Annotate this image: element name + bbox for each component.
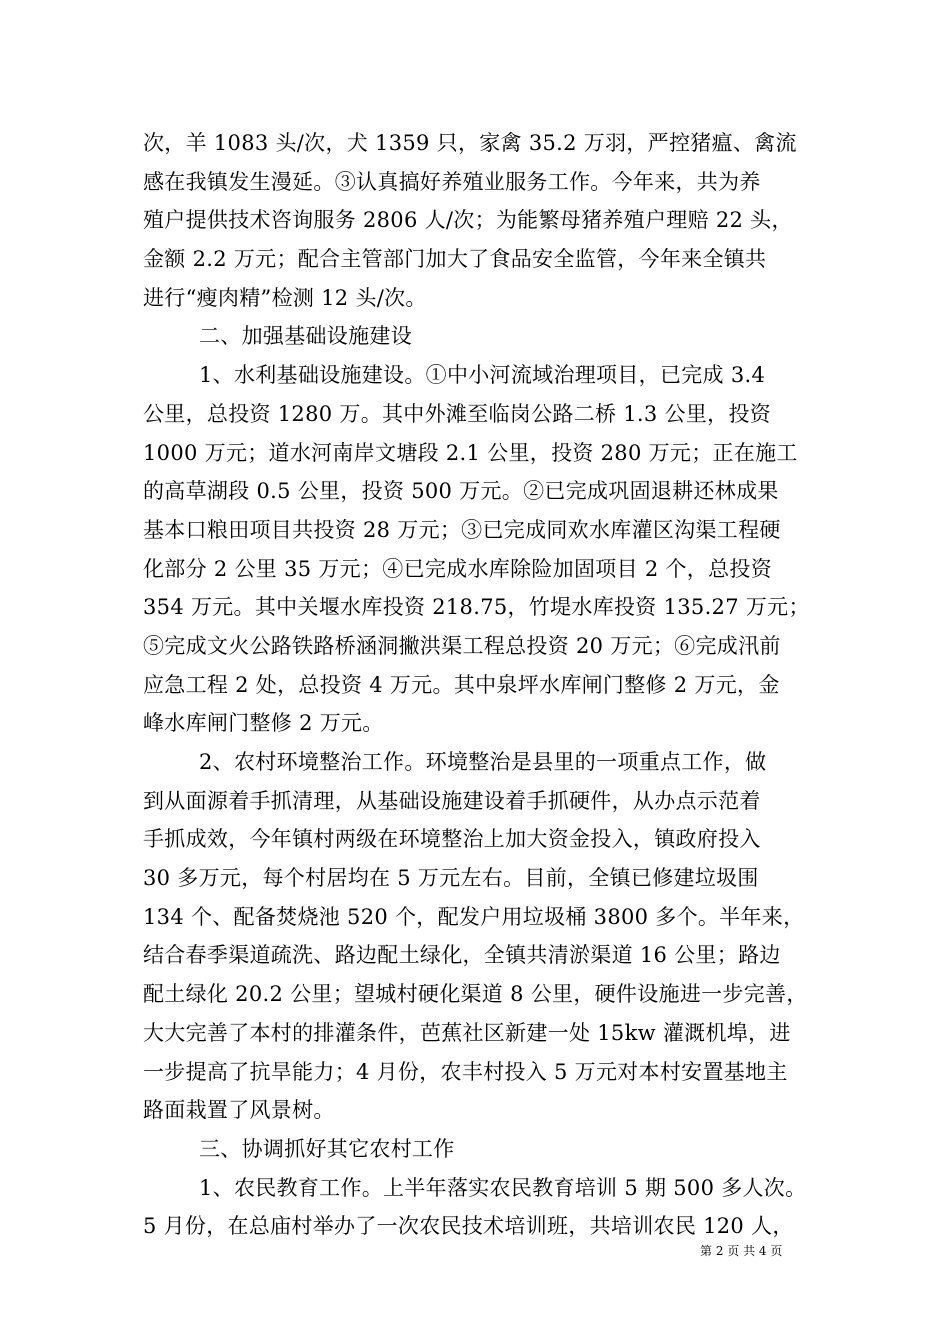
text-line: 峰水库闸门整修 2 万元。 — [143, 711, 384, 736]
text-line: 化部分 2 公里 35 万元；④已完成水库除险加固项目 2 个，总投资 — [143, 556, 772, 581]
text-line: 金额 2.2 万元；配合主管部门加大了食品安全监管，今年来全镇共 — [143, 247, 767, 272]
text-line: 手抓成效，今年镇村两级在环境整治上加大资金投入，镇政府投入 — [143, 827, 761, 852]
section-heading: 二、加强基础设施建设 — [199, 324, 412, 349]
text-line: 一步提高了抗旱能力；4 月份，农丰村投入 5 万元对本村安置基地主 — [143, 1059, 788, 1084]
text-line: 基本口粮田项目共投资 28 万元；③已完成同欢水库灌区沟渠工程硬 — [143, 517, 781, 542]
page-number: 第 2 页 共 4 页 — [700, 1244, 783, 1258]
text-line: 2、农村环境整治工作。环境整治是县里的一项重点工作，做 — [199, 750, 767, 774]
text-line: 1、水利基础设施建设。①中小河流域治理项目，已完成 3.4 — [199, 363, 766, 388]
text-line: 30 多万元，每个村居均在 5 万元左右。目前，全镇已修建垃圾围 — [143, 866, 759, 891]
text-line: 大大完善了本村的排灌条件，芭蕉社区新建一处 15kw 灌溉机埠，进 — [143, 1020, 791, 1045]
document-body — [143, 124, 810, 1246]
text-line: 公里，总投资 1280 万。其中外滩至临岗公路二桥 1.3 公里，投资 — [143, 401, 772, 426]
text-line: 进行“瘦肉精”检测 12 头/次。 — [143, 285, 427, 310]
text-line: 到从面源着手抓清理，从基础设施建设着手抓硬件，从办点示范着 — [143, 788, 761, 813]
text-line: 结合春季渠道疏洗、路边配土绿化，全镇共清淤渠道 16 公里；路边 — [143, 943, 781, 968]
text-line: 应急工程 2 处，总投资 4 万元。其中泉坪水库闸门整修 2 万元，金 — [143, 672, 780, 697]
section-heading: 三、协调抓好其它农村工作 — [199, 1136, 455, 1161]
text-line: ⑤完成文火公路铁路桥涵洞撇洪渠工程总投资 20 万元；⑥完成汛前 — [143, 633, 781, 658]
text-line: 5 月份，在总庙村举办了一次农民技术培训班，共培训农民 120 人， — [143, 1214, 794, 1239]
text-line: 134 个、配备焚烧池 520 个，配发户用垃圾桶 3800 多个。半年来， — [143, 904, 805, 929]
text-line: 配土绿化 20.2 公里；望城村硬化渠道 8 公里，硬件设施进一步完善， — [143, 982, 808, 1007]
text-line: 1000 万元；道水河南岸文塘段 2.1 公里，投资 280 万元；正在施工 — [143, 440, 798, 465]
text-line: 354 万元。其中关堰水库投资 218.75，竹堤水库投资 135.27 万元； — [143, 595, 810, 620]
text-line: 的高草湖段 0.5 公里，投资 500 万元。②已完成巩固退耕还林成果 — [143, 479, 779, 504]
text-line: 路面栽置了风景树。 — [143, 1098, 335, 1123]
text-line: 1、农民教育工作。上半年落实农民教育培训 5 期 500 多人次。 — [199, 1175, 807, 1200]
text-line: 感在我镇发生漫延。③认真搞好养殖业服务工作。今年来，共为养 — [143, 169, 761, 194]
text-line: 殖户提供技术咨询服务 2806 人/次；为能繁母猪养殖户理赔 22 头， — [143, 208, 793, 233]
text-line: 次，羊 1083 头/次，犬 1359 只，家禽 35.2 万羽，严控猪瘟、禽流 — [143, 131, 797, 155]
